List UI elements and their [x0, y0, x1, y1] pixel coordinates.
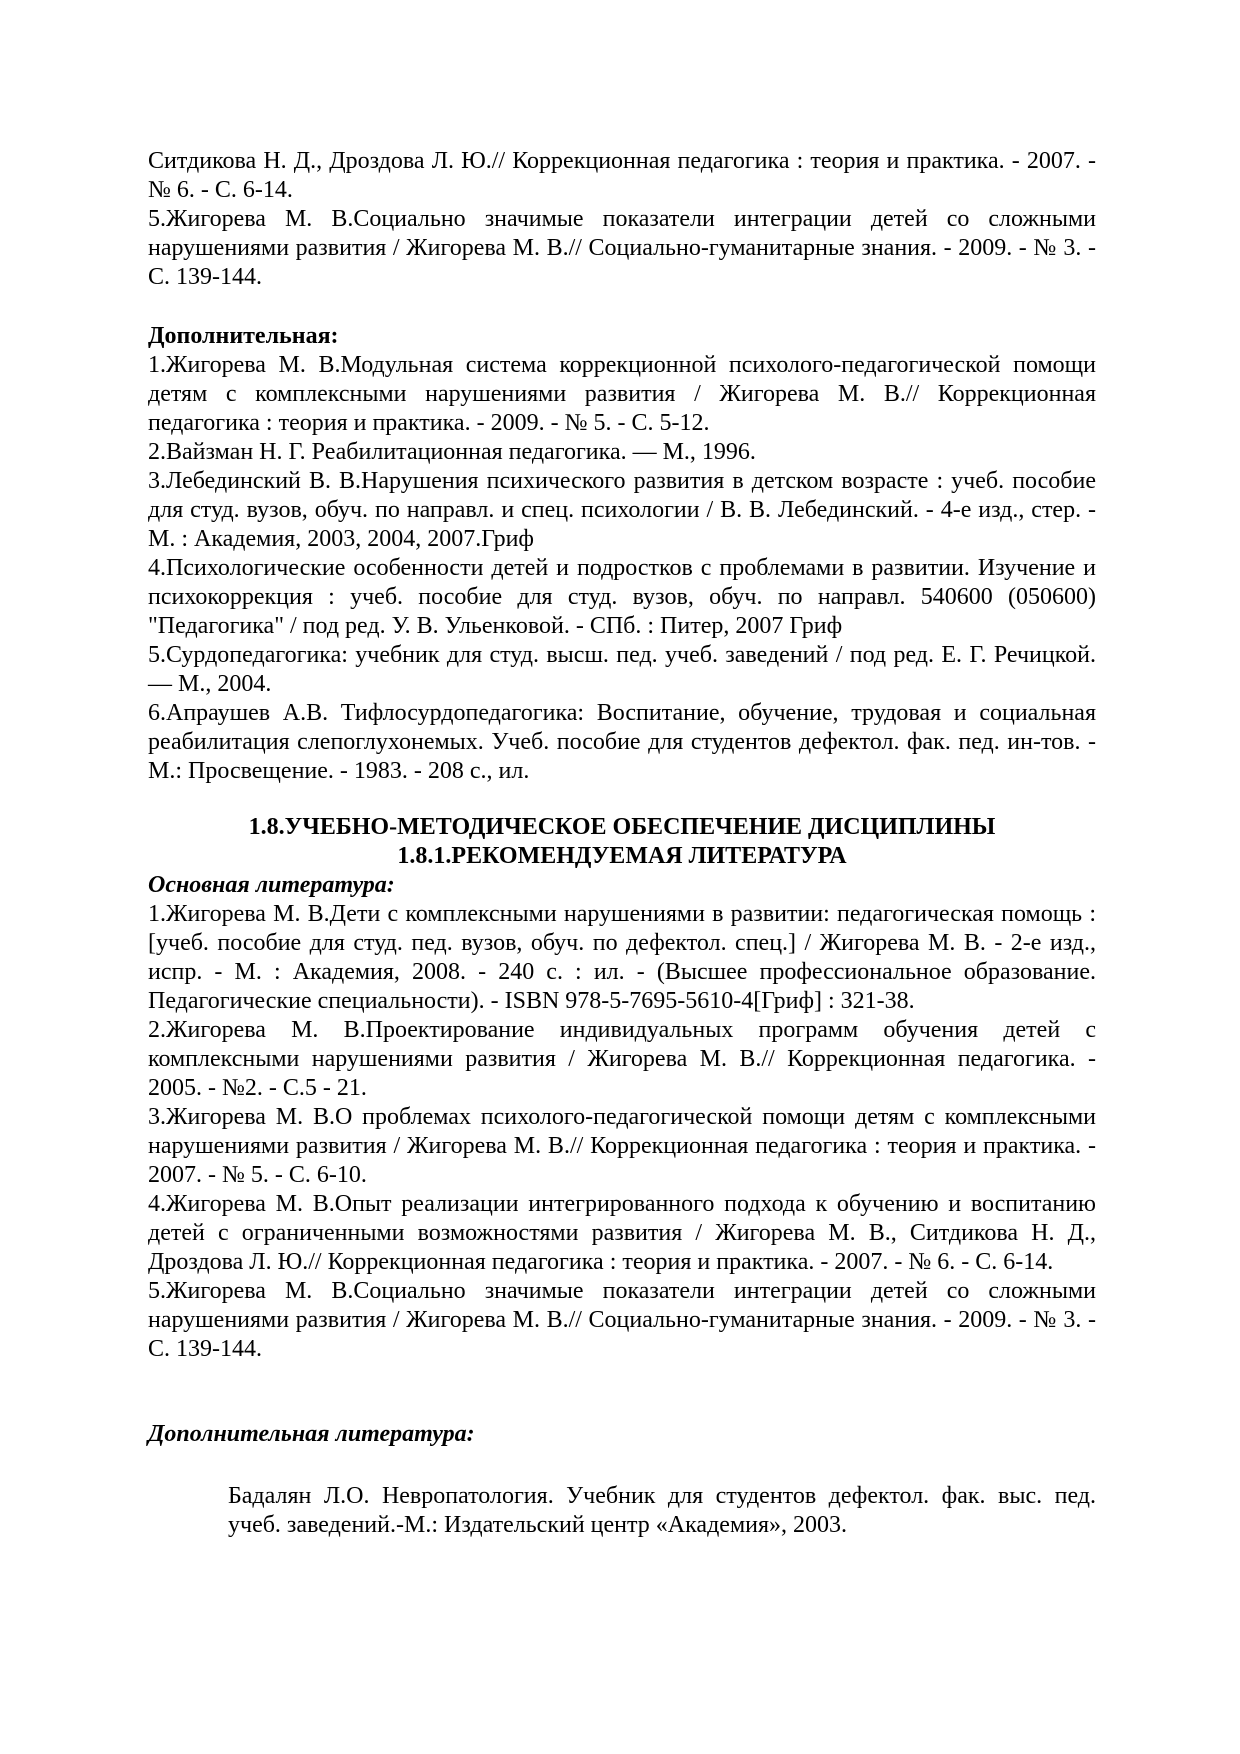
section-heading: Дополнительная: — [148, 323, 339, 349]
list-item: Бадалян Л.О. Невропатология. Учебник для студентов дефектол. фак. выс. пед. учеб. заведений.-М.: Издательский центр «Академия», 2003. — [228, 1483, 1096, 1538]
main-literature-heading: Основная литература: — [148, 872, 395, 898]
section-subtitle: 1.8.1.РЕКОМЕНДУЕМАЯ ЛИТЕРАТУРА — [397, 843, 847, 869]
additional-literature-section — [148, 322, 1096, 786]
list-item: 2.Жигорева М. В.Проектирование индивидуальных программ обучения детей с комплексными нарушениями развития / Жигорева М. В.// Коррекционная педагогика. - 2005. - №2. - С.5 - 21. — [148, 1017, 1096, 1101]
list-item: 3.Жигорева М. В.О проблемах психолого-педагогической помощи детям с комплексными нарушениями развития / Жигорева М. В.// Коррекционная педагогика : теория и практика. - 2007. - № 5. - С. 6-10. — [148, 1104, 1096, 1188]
extra-literature-heading: Дополнительная литература: — [148, 1421, 475, 1447]
list-item: 5.Жигорева М. В.Социально значимые показатели интеграции детей со сложными нарушениями развития / Жигорева М. В.// Социально-гуманитарные знания. - 2009. - № 3. - С. 139-144. — [148, 1278, 1096, 1362]
list-item: 2.Вайзман Н. Г. Реабилитационная педагогика. — М., 1996. — [148, 439, 756, 465]
section-title: 1.8.УЧЕБНО-МЕТОДИЧЕСКОЕ ОБЕСПЕЧЕНИЕ ДИСЦИПЛИНЫ — [248, 814, 996, 840]
list-item: 4.Жигорева М. В.Опыт реализации интегрированного подхода к обучению и воспитанию детей с ограниченными возможностями развития / Жигорева М. В., Ситдикова Н. Д., Дроздова Л. Ю.// Коррекционная педагогика : теория и практика. - 2007. - № 6. - С. 6-14. — [148, 1191, 1096, 1275]
list-item: 6.Апраушев А.В. Тифлосурдопедагогика: Воспитание, обучение, трудовая и социальная реабилитация слепоглухонемых. Учеб. пособие для студентов дефектол. фак. пед. ин-тов. - М.: Просвещение. - 1983. - 208 с., ил. — [148, 700, 1096, 784]
list-item: 5.Жигорева М. В.Социально значимые показатели интеграции детей со сложными нарушениями развития / Жигорева М. В.// Социально-гуманитарные знания. - 2009. - № 3. - С. 139-144. — [148, 206, 1096, 290]
list-item: 4.Психологические особенности детей и подростков с проблемами в развитии. Изучение и психокоррекция : учеб. пособие для студ. вузов, обуч. по направл. 540600 (050600) "Педагогика" / под ред. У. В. Ульенковой. - СПб. : Питер, 2007 Гриф — [148, 555, 1096, 639]
top-continuation — [148, 147, 1096, 292]
list-item: Ситдикова Н. Д., Дроздова Л. Ю.// Коррекционная педагогика : теория и практика. - 2007. - № 6. - С. 6-14. — [148, 148, 1096, 203]
extra-literature-list — [228, 1482, 1096, 1540]
list-item: 1.Жигорева М. В.Модульная система коррекционной психолого-педагогической помощи детям с комплексными нарушениями развития / Жигорева М. В.// Коррекционная педагогика : теория и практика. - 2009. - № 5. - С. 5-12. — [148, 352, 1096, 436]
list-item: 1.Жигорева М. В.Дети с комплексными нарушениями в развитии: педагогическая помощь : [учеб. пособие для студ. пед. вузов, обуч. по дефектол. спец.] / Жигорева М. В. - 2-е изд., испр. - М. : Академия, 2008. - 240 с. : ил. - (Высшее профессиональное образование. Педагогические специальности). - ISBN 978-5-7695-5610-4[Гриф] : 321-38. — [148, 901, 1096, 1014]
extra-literature-heading-block — [148, 1420, 1096, 1449]
list-item: 5.Сурдопедагогика: учебник для студ. высш. пед. учеб. заведений / под ред. Е. Г. Речицкой. — М., 2004. — [148, 642, 1096, 697]
teaching-support-section — [148, 813, 1096, 1364]
list-item: 3.Лебединский В. В.Нарушения психического развития в детском возрасте : учеб. пособие для студ. вузов, обуч. по направл. и спец. психологии / В. В. Лебединский. - 4-е изд., стер. - М. : Академия, 2003, 2004, 2007.Гриф — [148, 468, 1096, 552]
